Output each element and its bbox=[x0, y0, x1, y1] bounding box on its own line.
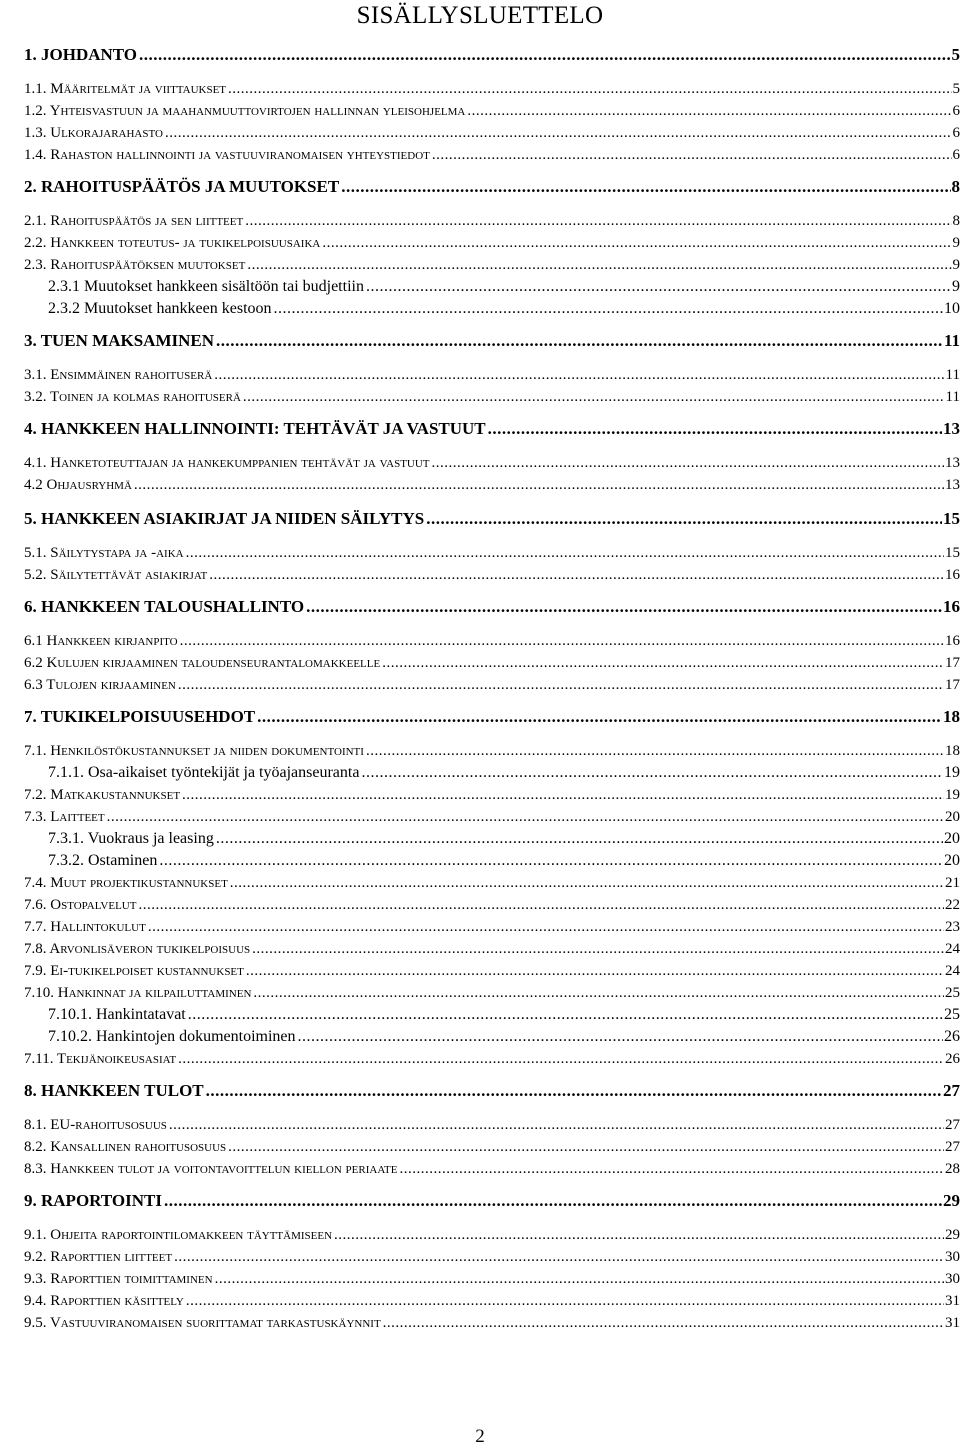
toc-entry-title: 2.1. Rahoituspäätös ja sen liitteet bbox=[24, 213, 244, 229]
toc-entry-title: 4.1. Hanketoteuttajan ja hankekumppanien tehtävät ja vastuut bbox=[24, 455, 430, 471]
toc-entry-title: 7.3.2. Ostaminen bbox=[48, 852, 158, 869]
dot-leader bbox=[169, 1114, 944, 1136]
toc-entry-title: 8.3. Hankkeen tulot ja voitontavoittelun kiellon periaate bbox=[24, 1161, 398, 1177]
dot-leader bbox=[383, 1312, 944, 1334]
toc-entry-title: 7.1. Henkilöstökustannukset ja niiden dokumentointi bbox=[24, 743, 364, 759]
dot-leader bbox=[366, 740, 944, 762]
toc-entry[interactable] bbox=[24, 330, 960, 352]
toc-entry-page: 11 bbox=[945, 389, 960, 405]
toc-entry-title: 7.3. Laitteet bbox=[24, 809, 105, 825]
toc-entry[interactable] bbox=[24, 960, 960, 982]
toc-entry-page: 23 bbox=[945, 919, 960, 935]
dot-leader bbox=[230, 872, 944, 894]
toc-entry[interactable] bbox=[48, 762, 960, 784]
toc-entry-page: 29 bbox=[943, 1191, 960, 1210]
dot-leader bbox=[164, 1190, 942, 1212]
dot-leader bbox=[253, 982, 944, 1004]
dot-leader bbox=[488, 418, 942, 440]
toc-entry[interactable] bbox=[24, 1158, 960, 1180]
toc-entry-title: 6.3 Tulojen kirjaaminen bbox=[24, 677, 176, 693]
toc-entry-page: 15 bbox=[945, 545, 960, 561]
dot-leader bbox=[178, 1048, 944, 1070]
toc-entry-page: 25 bbox=[944, 1006, 960, 1023]
dot-leader bbox=[245, 210, 951, 232]
dot-leader bbox=[400, 1158, 945, 1180]
toc-entry-page: 30 bbox=[945, 1249, 960, 1265]
toc-entry[interactable] bbox=[24, 100, 960, 122]
toc-entry[interactable] bbox=[24, 144, 960, 166]
toc-entry-page: 21 bbox=[945, 875, 960, 891]
dot-leader bbox=[180, 630, 944, 652]
toc-entry-title: 9.4. Raporttien käsittely bbox=[24, 1293, 184, 1309]
toc-entry-title: 7.1.1. Osa-aikaiset työntekijät ja työajanseuranta bbox=[48, 764, 360, 781]
toc-entry-title: 7.7. Hallintokulut bbox=[24, 919, 146, 935]
toc-entry-page: 31 bbox=[945, 1293, 960, 1309]
toc-entry-page: 8 bbox=[951, 177, 960, 196]
toc-entry-page: 27 bbox=[945, 1117, 960, 1133]
toc-entry[interactable] bbox=[24, 78, 960, 100]
dot-leader bbox=[334, 1224, 944, 1246]
toc-entry-title: 8.2. Kansallinen rahoitusosuus bbox=[24, 1139, 227, 1155]
toc-entry-page: 9 bbox=[952, 235, 960, 251]
toc-entry[interactable] bbox=[24, 232, 960, 254]
toc-entry-page: 20 bbox=[944, 830, 960, 847]
toc-entry[interactable] bbox=[24, 784, 960, 806]
dot-leader bbox=[274, 298, 943, 320]
toc-entry-page: 16 bbox=[943, 597, 960, 616]
dot-leader bbox=[134, 474, 944, 496]
toc-entry[interactable] bbox=[24, 1190, 960, 1212]
toc-entry-page: 6 bbox=[952, 103, 960, 119]
toc-entry-title: 1.3. Ulkorajarahasto bbox=[24, 125, 163, 141]
dot-leader bbox=[139, 44, 950, 66]
toc-entry-title: 6.1 Hankkeen kirjanpito bbox=[24, 633, 178, 649]
dot-leader bbox=[182, 784, 944, 806]
dot-leader bbox=[257, 706, 942, 728]
toc-entry-title: 9.2. Raporttien liitteet bbox=[24, 1249, 173, 1265]
toc-entry[interactable] bbox=[24, 1224, 960, 1246]
toc-entry-page: 17 bbox=[945, 677, 960, 693]
toc-entry-title: 7.11. Tekijänoikeusasiat bbox=[24, 1051, 177, 1067]
toc-entry-title: 9.3. Raporttien toimittaminen bbox=[24, 1271, 213, 1287]
toc-entry[interactable] bbox=[24, 872, 960, 894]
toc-entry-title: 7.9. Ei-tukikelpoiset kustannukset bbox=[24, 963, 244, 979]
toc-entry-title: 4.2 Ohjausryhmä bbox=[24, 477, 132, 493]
toc-entry-page: 26 bbox=[944, 1028, 960, 1045]
dot-leader bbox=[322, 232, 951, 254]
toc-entry-title: 7. TUKIKELPOISUUSEHDOT bbox=[24, 707, 256, 726]
toc-entry-page: 13 bbox=[943, 419, 960, 438]
toc-entry-title: 5. HANKKEEN ASIAKIRJAT JA NIIDEN SÄILYTYS bbox=[24, 509, 425, 528]
toc-entry[interactable] bbox=[48, 828, 960, 850]
dot-leader bbox=[216, 828, 943, 850]
toc-entry-title: 7.2. Matkakustannukset bbox=[24, 787, 181, 803]
toc-entry[interactable] bbox=[24, 210, 960, 232]
toc-entry[interactable] bbox=[48, 298, 960, 320]
dot-leader bbox=[252, 938, 944, 960]
dot-leader bbox=[148, 916, 944, 938]
toc-entry-title: 3.2. Toinen ja kolmas rahoituserä bbox=[24, 389, 241, 405]
dot-leader bbox=[228, 1136, 944, 1158]
toc-entry[interactable] bbox=[24, 418, 960, 440]
dot-leader bbox=[138, 894, 944, 916]
dot-leader bbox=[209, 564, 944, 586]
toc-entry-page: 30 bbox=[945, 1271, 960, 1287]
toc-entry-page: 16 bbox=[945, 633, 960, 649]
dot-leader bbox=[306, 596, 942, 618]
toc-entry-title: 7.6. Ostopalvelut bbox=[24, 897, 137, 913]
toc-entry-title: 7.4. Muut projektikustannukset bbox=[24, 875, 228, 891]
toc-entry[interactable] bbox=[24, 674, 960, 696]
dot-leader bbox=[107, 806, 944, 828]
toc-entry-page: 13 bbox=[945, 477, 960, 493]
toc-entry[interactable] bbox=[24, 916, 960, 938]
toc-entry-page: 19 bbox=[945, 787, 960, 803]
toc-entry-title: 1.2. Yhteisvastuun ja maahanmuuttovirtojen hallinnan yleisohjelma bbox=[24, 103, 466, 119]
toc-entry-page: 25 bbox=[945, 985, 960, 1001]
toc-entry[interactable] bbox=[24, 542, 960, 564]
dot-leader bbox=[246, 960, 944, 982]
dot-leader bbox=[341, 176, 950, 198]
toc-entry[interactable] bbox=[24, 364, 960, 386]
toc-entry-page: 28 bbox=[945, 1161, 960, 1177]
page-number: 2 bbox=[475, 1426, 485, 1447]
dot-leader bbox=[216, 330, 943, 352]
toc-entry-title: 2.2. Hankkeen toteutus- ja tukikelpoisuusaika bbox=[24, 235, 321, 251]
toc-entry-page: 5 bbox=[951, 45, 960, 64]
toc-entry-page: 27 bbox=[943, 1081, 960, 1100]
dot-leader bbox=[361, 762, 943, 784]
toc-entry-title: 7.8. Arvonlisäveron tukikelpoisuus bbox=[24, 941, 251, 957]
toc-entry[interactable] bbox=[24, 508, 960, 530]
dot-leader bbox=[228, 78, 951, 100]
dot-leader bbox=[426, 508, 942, 530]
toc-entry-page: 26 bbox=[945, 1051, 960, 1067]
toc-entry[interactable] bbox=[24, 982, 960, 1004]
toc-entry-page: 11 bbox=[943, 331, 960, 350]
toc-entry[interactable] bbox=[24, 938, 960, 960]
toc-entry-title: 8. HANKKEEN TULOT bbox=[24, 1081, 204, 1100]
toc-entry[interactable] bbox=[48, 1004, 960, 1026]
toc-entry-page: 9 bbox=[952, 278, 960, 295]
dot-leader bbox=[467, 100, 951, 122]
dot-leader bbox=[432, 452, 944, 474]
toc-entry[interactable] bbox=[24, 740, 960, 762]
toc-entry-page: 6 bbox=[952, 147, 960, 163]
toc-entry-page: 11 bbox=[945, 367, 960, 383]
toc-entry-page: 31 bbox=[945, 1315, 960, 1331]
toc-entry[interactable] bbox=[24, 452, 960, 474]
toc-entry-title: 3. TUEN MAKSAMINEN bbox=[24, 331, 215, 350]
dot-leader bbox=[165, 122, 952, 144]
toc-entry-page: 9 bbox=[952, 257, 960, 273]
toc-entry-title: 2. RAHOITUSPÄÄTÖS JA MUUTOKSET bbox=[24, 177, 340, 196]
dot-leader bbox=[366, 276, 951, 298]
toc-entry-title: 2.3.1 Muutokset hankkeen sisältöön tai budjettiin bbox=[48, 278, 364, 295]
dot-leader bbox=[186, 542, 944, 564]
toc-entry-page: 24 bbox=[945, 941, 960, 957]
toc-entry-page: 22 bbox=[945, 897, 960, 913]
toc-entry-title: 9.1. Ohjeita raportointilomakkeen täyttämiseen bbox=[24, 1227, 333, 1243]
toc-entry-page: 29 bbox=[945, 1227, 960, 1243]
dot-leader bbox=[186, 1290, 944, 1312]
toc-entry-page: 19 bbox=[944, 764, 960, 781]
toc-entry-title: 5.2. Säilytettävät asiakirjat bbox=[24, 567, 208, 583]
toc-entry[interactable] bbox=[24, 386, 960, 408]
dot-leader bbox=[215, 1268, 944, 1290]
page-title: SISÄLLYSLUETTELO bbox=[356, 2, 604, 29]
toc-entry[interactable] bbox=[24, 706, 960, 728]
toc-entry-title: 9.5. Vastuuviranomaisen suorittamat tarkastuskäynnit bbox=[24, 1315, 381, 1331]
toc-entry[interactable] bbox=[24, 652, 960, 674]
toc-entry[interactable] bbox=[24, 1290, 960, 1312]
toc-entry-title: 7.10.2. Hankintojen dokumentoiminen bbox=[48, 1028, 296, 1045]
dot-leader bbox=[214, 364, 944, 386]
dot-leader bbox=[174, 1246, 944, 1268]
dot-leader bbox=[206, 1080, 942, 1102]
toc-entry-title: 5.1. Säilytystapa ja -aika bbox=[24, 545, 184, 561]
toc-entry[interactable] bbox=[24, 1114, 960, 1136]
toc-entry-page: 18 bbox=[945, 743, 960, 759]
toc-entry[interactable] bbox=[24, 630, 960, 652]
toc-entry-page: 27 bbox=[945, 1139, 960, 1155]
toc-entry-title: 6.2 Kulujen kirjaaminen taloudenseurantalomakkeelle bbox=[24, 655, 381, 671]
toc-entry[interactable] bbox=[24, 564, 960, 586]
dot-leader bbox=[382, 652, 944, 674]
dot-leader bbox=[243, 386, 945, 408]
toc-entry-page: 16 bbox=[945, 567, 960, 583]
toc-entry[interactable] bbox=[24, 1312, 960, 1334]
toc-entry-title: 1.1. Määritelmät ja viittaukset bbox=[24, 81, 227, 97]
dot-leader bbox=[247, 254, 951, 276]
toc-entry[interactable] bbox=[24, 1136, 960, 1158]
toc-entry-page: 24 bbox=[945, 963, 960, 979]
toc-entry-title: 6. HANKKEEN TALOUSHALLINTO bbox=[24, 597, 305, 616]
dot-leader bbox=[178, 674, 944, 696]
toc-entry-title: 7.3.1. Vuokraus ja leasing bbox=[48, 830, 214, 847]
toc-entry-page: 5 bbox=[952, 81, 960, 97]
toc-entry-page: 20 bbox=[944, 852, 960, 869]
toc-entry-title: 2.3. Rahoituspäätöksen muutokset bbox=[24, 257, 246, 273]
dot-leader bbox=[159, 850, 943, 872]
toc-entry-title: 7.10. Hankinnat ja kilpailuttaminen bbox=[24, 985, 252, 1001]
toc-entry[interactable] bbox=[24, 1048, 960, 1070]
toc-entry-page: 15 bbox=[943, 509, 960, 528]
toc-entry-title: 7.10.1. Hankintatavat bbox=[48, 1006, 186, 1023]
toc-entry[interactable] bbox=[24, 176, 960, 198]
dot-leader bbox=[298, 1026, 943, 1048]
toc-entry-page: 13 bbox=[945, 455, 960, 471]
toc-entry-title: 1. JOHDANTO bbox=[24, 45, 138, 64]
toc-entry[interactable] bbox=[24, 1080, 960, 1102]
dot-leader bbox=[188, 1004, 943, 1026]
toc-entry-title: 1.4. Rahaston hallinnointi ja vastuuviranomaisen yhteystiedot bbox=[24, 147, 430, 163]
toc-entry[interactable] bbox=[24, 1246, 960, 1268]
toc-entry[interactable] bbox=[24, 1268, 960, 1290]
toc-entry-title: 8.1. EU-rahoitusosuus bbox=[24, 1117, 167, 1133]
toc-entry-page: 17 bbox=[945, 655, 960, 671]
toc-entry[interactable] bbox=[48, 850, 960, 872]
toc-entry-title: 9. RAPORTOINTI bbox=[24, 1191, 162, 1210]
dot-leader bbox=[432, 144, 952, 166]
toc-entry-title: 2.3.2 Muutokset hankkeen kestoon bbox=[48, 300, 272, 317]
toc-entry[interactable] bbox=[24, 806, 960, 828]
toc-entry[interactable] bbox=[24, 596, 960, 618]
toc-entry[interactable] bbox=[24, 894, 960, 916]
toc-entry[interactable] bbox=[48, 276, 960, 298]
toc-entry-title: 4. HANKKEEN HALLINNOINTI: TEHTÄVÄT JA VASTUUT bbox=[24, 419, 486, 438]
toc-entry-page: 18 bbox=[943, 707, 960, 726]
toc-entry-title: 3.1. Ensimmäinen rahoituserä bbox=[24, 367, 213, 383]
toc-entry[interactable] bbox=[24, 44, 960, 66]
toc-entry-page: 6 bbox=[952, 125, 960, 141]
toc-entry[interactable] bbox=[24, 122, 960, 144]
toc-entry[interactable] bbox=[24, 254, 960, 276]
toc-entry-page: 20 bbox=[945, 809, 960, 825]
toc-entry[interactable] bbox=[48, 1026, 960, 1048]
toc-entry-page: 10 bbox=[944, 300, 960, 317]
toc-entry[interactable] bbox=[24, 474, 960, 496]
toc-entry-page: 8 bbox=[952, 213, 960, 229]
